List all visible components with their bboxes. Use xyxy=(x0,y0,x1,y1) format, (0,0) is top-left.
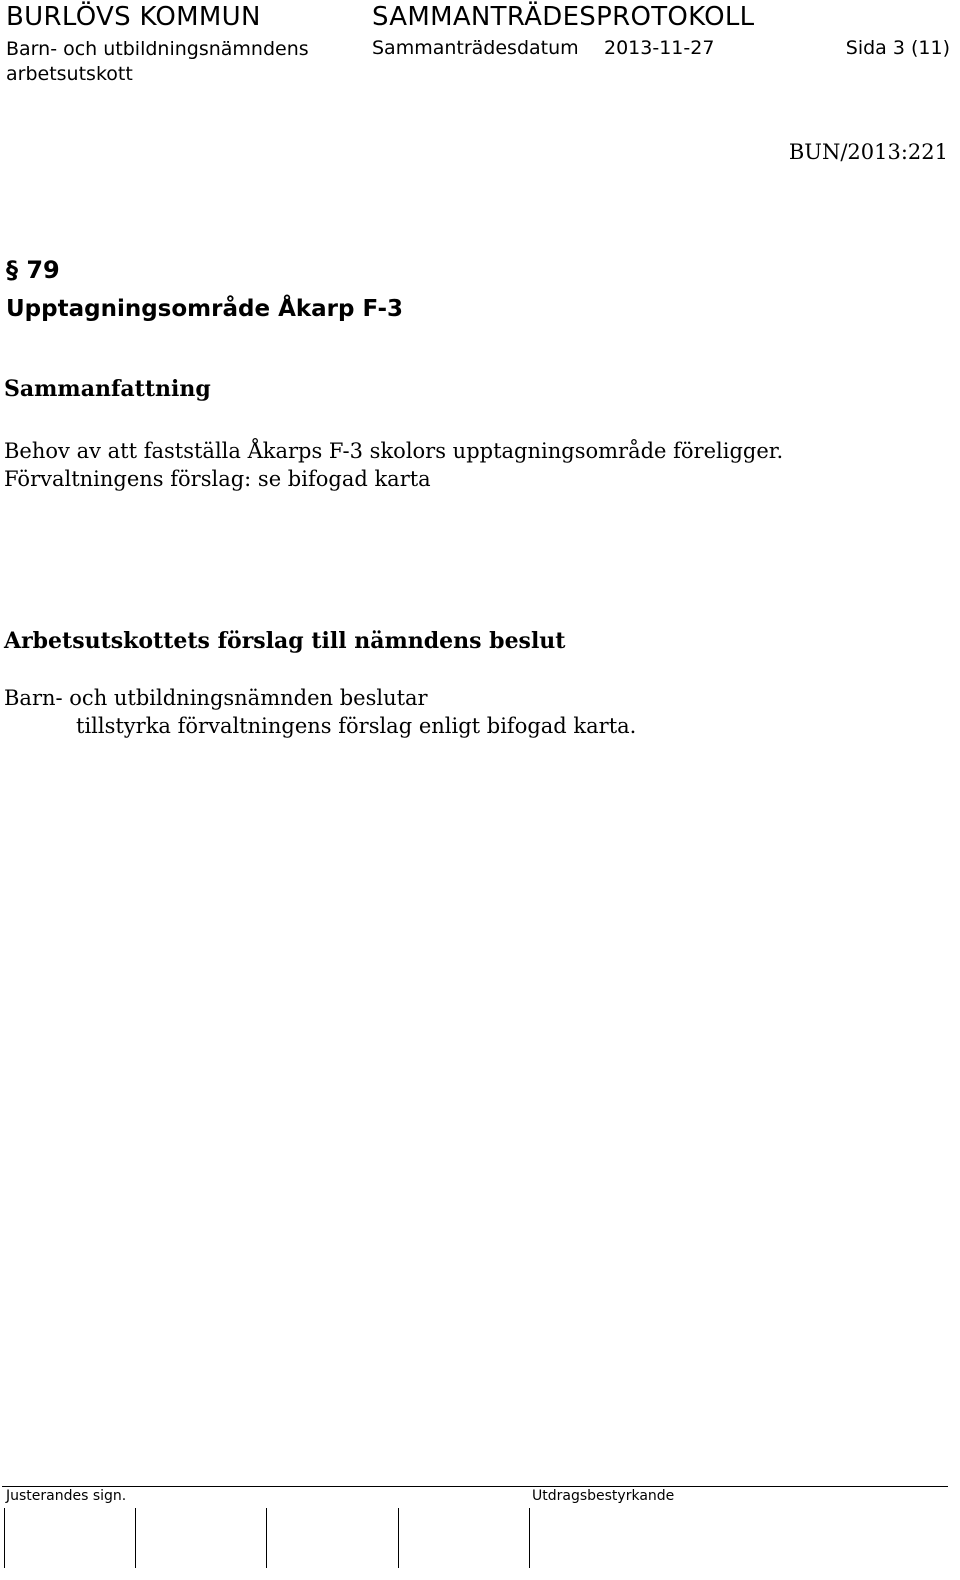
paragraph-number: § 79 xyxy=(6,256,60,284)
signature-box-divider xyxy=(135,1508,136,1568)
signature-box-divider xyxy=(266,1508,267,1568)
page-number: Sida 3 (11) xyxy=(845,37,950,59)
organization-name: BURLÖVS KOMMUN xyxy=(6,2,261,32)
meeting-date-label: Sammanträdesdatum xyxy=(372,37,579,59)
signature-box-divider xyxy=(4,1508,5,1568)
case-reference: BUN/2013:221 xyxy=(788,140,948,164)
summary-text-line: Förvaltningens förslag: se bifogad karta xyxy=(4,467,431,491)
footer-divider xyxy=(2,1486,948,1487)
summary-heading: Sammanfattning xyxy=(4,376,211,402)
summary-text-line: Behov av att fastställa Åkarps F-3 skolors upptagningsområde föreligger. xyxy=(4,439,784,463)
signature-box-divider xyxy=(529,1508,530,1568)
committee-name: Barn- och utbildningsnämndens arbetsutskott xyxy=(6,38,309,85)
meeting-date: 2013-11-27 xyxy=(604,37,715,59)
decision-text-line: Barn- och utbildningsnämnden beslutar xyxy=(4,686,428,710)
signature-box-divider xyxy=(398,1508,399,1568)
decision-text-line: tillstyrka förvaltningens förslag enligt bifogad karta. xyxy=(76,714,637,738)
case-title: Upptagningsområde Åkarp F-3 xyxy=(6,296,404,322)
certification-label: Utdragsbestyrkande xyxy=(532,1488,675,1504)
document-type: SAMMANTRÄDESPROTOKOLL xyxy=(372,2,755,32)
signature-label: Justerandes sign. xyxy=(6,1488,127,1504)
proposal-heading: Arbetsutskottets förslag till nämndens beslut xyxy=(4,628,566,654)
